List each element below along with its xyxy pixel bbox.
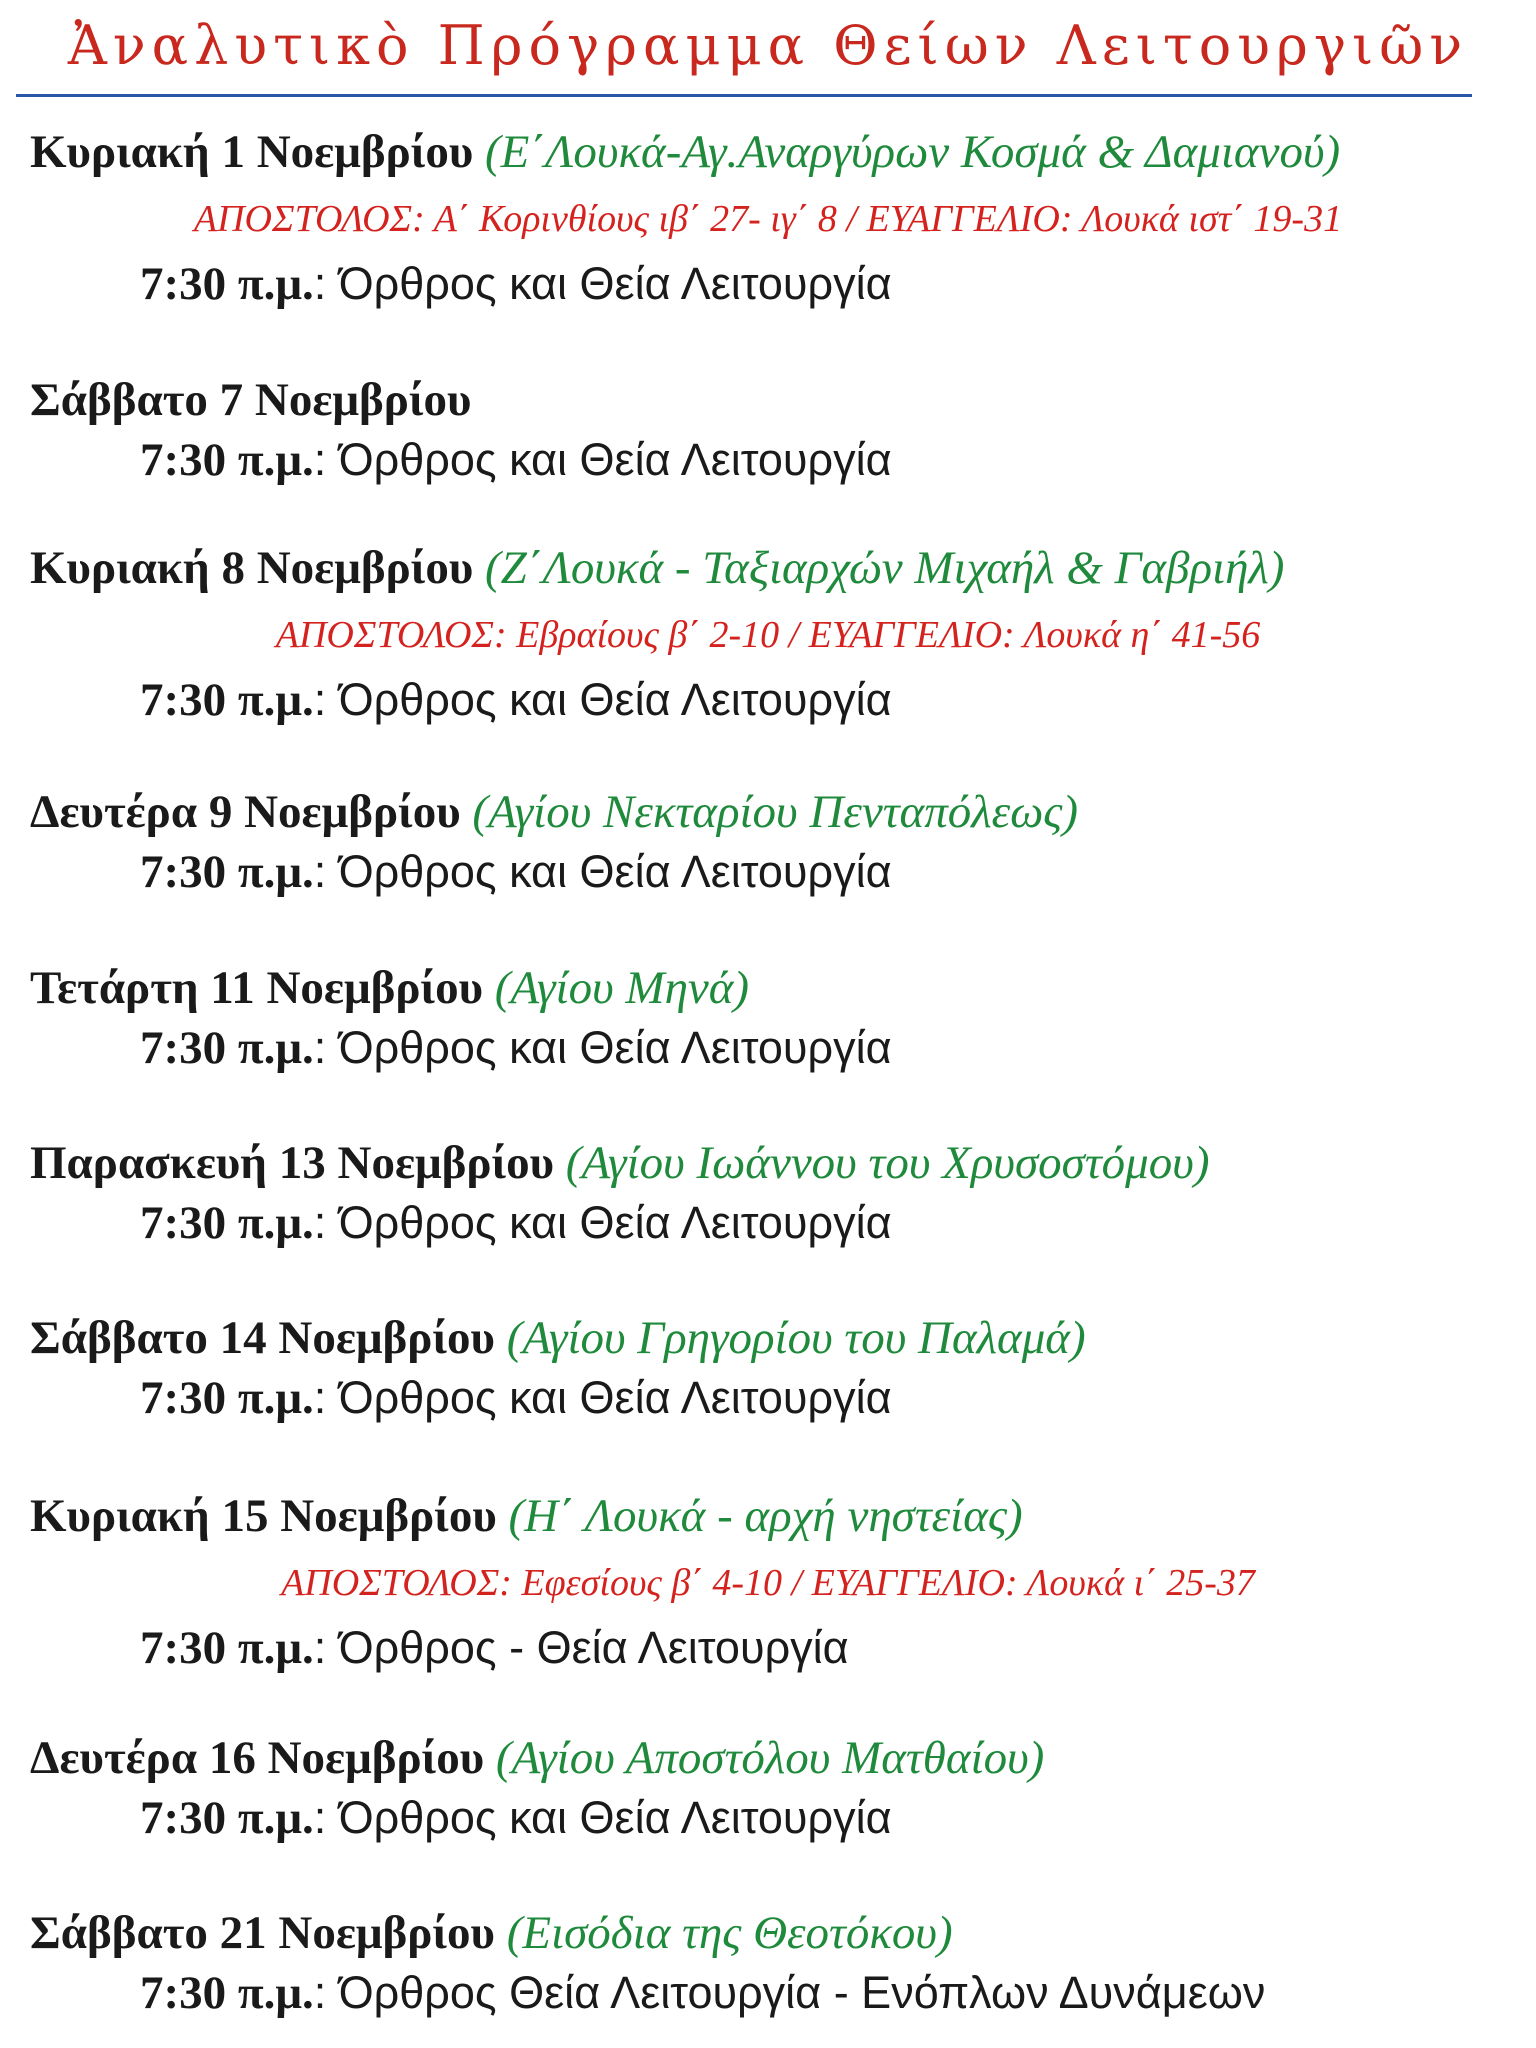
title-underline <box>16 94 1472 97</box>
entry-service <box>140 432 892 488</box>
entry-day: Δευτέρα 16 Νοεμβρίου <box>30 1732 485 1784</box>
entry-service-name: : Όρθρος και Θεία Λειτουργία <box>313 258 892 309</box>
entry-heading <box>30 372 471 428</box>
entry-feast: (Αγίου Νεκταρίου Πενταπόλεως) <box>472 786 1079 838</box>
entry-feast: (Η΄ Λουκά - αρχή νηστείας) <box>508 1490 1023 1542</box>
entry-day: Σάββατο 21 Νοεμβρίου <box>30 1907 495 1959</box>
entry-readings: ΑΠΟΣΤΟΛΟΣ: Εφεσίους β΄ 4-10 / ΕΥΑΓΓΕΛΙΟ: Λουκά ι΄ 25-37 <box>281 1562 1255 1604</box>
entry-time: 7:30 π.μ. <box>140 258 314 310</box>
entry-readings: ΑΠΟΣΤΟΛΟΣ: Α΄ Κορινθίους ιβ΄ 27- ιγ΄ 8 / ΕΥΑΓΓΕΛΙΟ: Λουκά ιστ΄ 19-31 <box>193 198 1343 240</box>
entry-service-name: : Όρθρος και Θεία Λειτουργία <box>313 434 892 485</box>
entry-heading <box>30 1135 1209 1191</box>
entry-service <box>140 256 892 312</box>
entry-day: Κυριακή 15 Νοεμβρίου <box>30 1490 497 1542</box>
page-header <box>0 0 1536 98</box>
entry-time: 7:30 π.μ. <box>140 1792 314 1844</box>
entry-feast: (Αγίου Αποστόλου Ματθαίου) <box>495 1732 1045 1784</box>
entry-time: 7:30 π.μ. <box>140 434 314 486</box>
entry-day: Σάββατο 7 Νοεμβρίου <box>30 374 472 426</box>
entry-feast: (Αγίου Μηνά) <box>494 962 750 1014</box>
entry-feast: (Ε΄Λουκά-Αγ.Αναργύρων Κοσμά & Δαμιανού) <box>485 126 1341 178</box>
entry-service-name: : Όρθρος - Θεία Λειτουργία <box>313 1622 849 1673</box>
entry-feast: (Ζ΄Λουκά - Ταξιαρχών Μιχαήλ & Γαβριήλ) <box>485 542 1285 594</box>
entry-time: 7:30 π.μ. <box>140 1372 314 1424</box>
entry-heading <box>30 784 1078 840</box>
entry-heading <box>30 124 1340 180</box>
entry-service <box>140 672 892 728</box>
entry-service-name: : Όρθρος και Θεία Λειτουργία <box>313 674 892 725</box>
entry-feast: (Αγίου Γρηγορίου του Παλαμά) <box>506 1312 1086 1364</box>
entry-heading <box>30 1905 953 1961</box>
entry-heading <box>30 540 1284 596</box>
entry-service <box>140 1020 892 1076</box>
entry-service <box>140 1790 892 1846</box>
entry-feast: (Εισόδια της Θεοτόκου) <box>506 1907 953 1959</box>
entry-heading <box>30 1730 1044 1786</box>
entry-heading <box>30 1310 1086 1366</box>
page-title: Ἀναλυτικὸ Πρόγραμμα Θείων Λειτουργιῶν <box>67 14 1469 77</box>
entry-service <box>140 1370 892 1426</box>
entry-service-name: : Όρθρος και Θεία Λειτουργία <box>313 1372 892 1423</box>
entry-day: Παρασκευή 13 Νοεμβρίου <box>30 1137 555 1189</box>
entry-time: 7:30 π.μ. <box>140 846 314 898</box>
entry-time: 7:30 π.μ. <box>140 1622 314 1674</box>
entry-service-name: : Όρθρος Θεία Λειτουργία - Ενόπλων Δυνάμεων <box>313 1967 1266 2018</box>
entry-service <box>140 1195 892 1251</box>
entry-feast: (Αγίου Ιωάννου του Χρυσοστόμου) <box>565 1137 1210 1189</box>
entry-service-name: : Όρθρος και Θεία Λειτουργία <box>313 1197 892 1248</box>
entry-time: 7:30 π.μ. <box>140 1967 314 2019</box>
entry-day: Τετάρτη 11 Νοεμβρίου <box>30 962 484 1014</box>
entry-day: Δευτέρα 9 Νοεμβρίου <box>30 786 461 838</box>
entry-time: 7:30 π.μ. <box>140 674 314 726</box>
entry-service-name: : Όρθρος και Θεία Λειτουργία <box>313 846 892 897</box>
entry-service <box>140 1620 849 1676</box>
entry-service-name: : Όρθρος και Θεία Λειτουργία <box>313 1022 892 1073</box>
entry-heading <box>30 1488 1023 1544</box>
entry-time: 7:30 π.μ. <box>140 1022 314 1074</box>
entry-day: Κυριακή 8 Νοεμβρίου <box>30 542 474 594</box>
entry-readings: ΑΠΟΣΤΟΛΟΣ: Εβραίους β΄ 2-10 / ΕΥΑΓΓΕΛΙΟ: Λουκά η΄ 41-56 <box>275 614 1261 656</box>
entry-day: Σάββατο 14 Νοεμβρίου <box>30 1312 495 1364</box>
entry-time: 7:30 π.μ. <box>140 1197 314 1249</box>
entry-service <box>140 844 892 900</box>
entry-service <box>140 1965 1265 2021</box>
entry-service-name: : Όρθρος και Θεία Λειτουργία <box>313 1792 892 1843</box>
entry-day: Κυριακή 1 Νοεμβρίου <box>30 126 474 178</box>
entry-heading <box>30 960 749 1016</box>
